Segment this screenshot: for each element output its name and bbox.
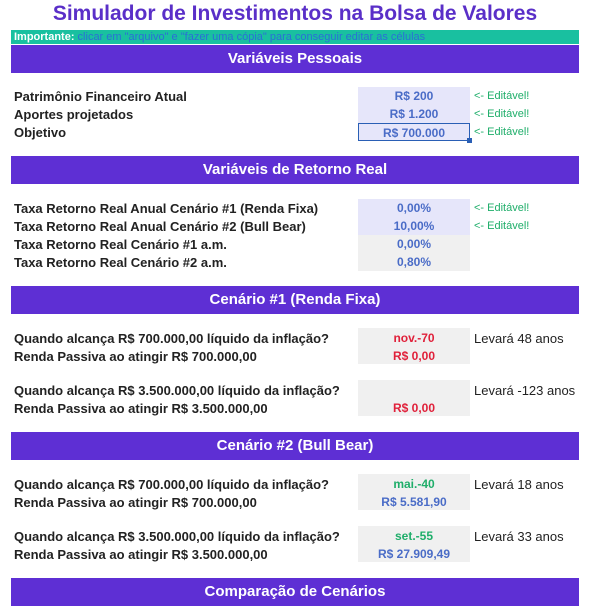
- retorno-anual-1-label: Taxa Retorno Real Anual Cenário #1 (Renda Fixa): [14, 201, 319, 216]
- cen1-quando-700k-label: Quando alcança R$ 700.000,00 líquido da inflação?: [14, 331, 329, 346]
- section-header-cenario-1: Cenário #1 (Renda Fixa): [11, 286, 579, 314]
- cen1-quando-700k-cell: nov.-70: [393, 331, 435, 345]
- important-notice: [11, 30, 579, 44]
- retorno-anual-1-cell[interactable]: 0,00%: [358, 199, 470, 217]
- retorno-mensal-2-cell: 0,80%: [358, 253, 470, 271]
- cen1-renda-700k-cell: R$ 0,00: [392, 349, 436, 363]
- aportes-cell[interactable]: R$ 1.200: [358, 105, 470, 123]
- retorno-mensal-1-cell: 0,00%: [358, 235, 470, 253]
- important-label: Importante:: [14, 31, 75, 43]
- cen2-levara-3500k: Levará 33 anos: [474, 529, 564, 544]
- retorno-mensal-1-label: Taxa Retorno Real Cenário #1 a.m.: [14, 237, 227, 252]
- editable-hint: <- Editável!: [474, 220, 530, 232]
- section-header-cenario-2: Cenário #2 (Bull Bear): [11, 432, 579, 460]
- cen2-quando-700k-label: Quando alcança R$ 700.000,00 líquido da inflação?: [14, 477, 329, 492]
- cen2-levara-700k: Levará 18 anos: [474, 477, 564, 492]
- aportes-label: Aportes projetados: [14, 107, 134, 122]
- retorno-anual-2-label: Taxa Retorno Real Anual Cenário #2 (Bull Bear): [14, 219, 306, 234]
- section-header-comparacao: Comparação de Cenários: [11, 578, 579, 606]
- cen2-renda-3500k-cell: R$ 27.909,49: [377, 547, 451, 561]
- important-text: clicar em "arquivo" e "fazer uma cópia" para conseguir editar as células: [74, 31, 426, 43]
- cen2-renda-700k-label: Renda Passiva ao atingir R$ 700.000,00: [14, 495, 257, 510]
- cen2-renda-700k-cell: R$ 5.581,90: [381, 495, 447, 509]
- cen2-quando-700k-cell: mai.-40: [393, 477, 435, 491]
- cen2-renda-3500k-label: Renda Passiva ao atingir R$ 3.500.000,00: [14, 547, 268, 562]
- cen1-renda-3500k-cell: R$ 0,00: [392, 401, 436, 415]
- editable-hint: <- Editável!: [474, 126, 530, 138]
- cen1-renda-3500k-label: Renda Passiva ao atingir R$ 3.500.000,00: [14, 401, 268, 416]
- editable-hint: <- Editável!: [474, 108, 530, 120]
- objetivo-cell[interactable]: R$ 700.000: [358, 123, 470, 141]
- cen1-levara-700k: Levará 48 anos: [474, 331, 564, 346]
- fill-handle[interactable]: [467, 138, 472, 143]
- cen2-quando-3500k-cell: set.-55: [394, 529, 434, 543]
- retorno-anual-2-cell[interactable]: 10,00%: [358, 217, 470, 235]
- patrimonio-label: Patrimônio Financeiro Atual: [14, 89, 187, 104]
- cen1-renda-700k-label: Renda Passiva ao atingir R$ 700.000,00: [14, 349, 257, 364]
- cen1-quando-3500k-label: Quando alcança R$ 3.500.000,00 líquido da inflação?: [14, 383, 340, 398]
- cen1-levara-3500k: Levará -123 anos: [474, 383, 576, 398]
- cen2-quando-3500k-label: Quando alcança R$ 3.500.000,00 líquido da inflação?: [14, 529, 340, 544]
- editable-hint: <- Editável!: [474, 90, 530, 102]
- objetivo-label: Objetivo: [14, 125, 67, 140]
- cen1-quando-3500k-cell: [358, 381, 470, 399]
- retorno-mensal-2-label: Taxa Retorno Real Cenário #2 a.m.: [14, 255, 227, 270]
- patrimonio-cell[interactable]: R$ 200: [358, 87, 470, 105]
- section-header-pessoais: Variáveis Pessoais: [11, 45, 579, 73]
- editable-hint: <- Editável!: [474, 202, 530, 214]
- page-title: Simulador de Investimentos na Bolsa de Valores: [52, 2, 538, 25]
- section-header-retorno: Variáveis de Retorno Real: [11, 156, 579, 184]
